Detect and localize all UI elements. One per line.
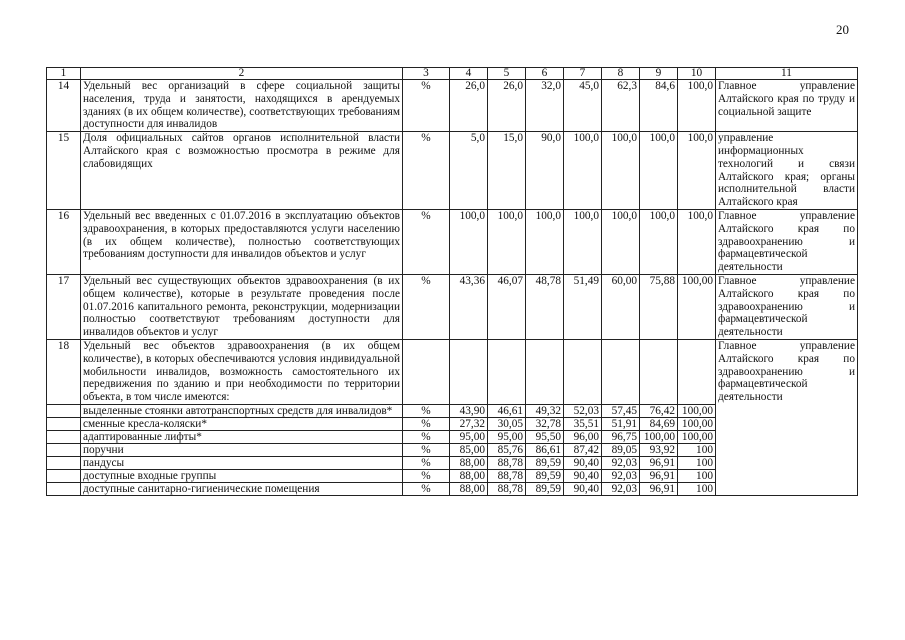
value-cell: 46,61 bbox=[488, 404, 526, 417]
row-number-empty bbox=[47, 417, 81, 430]
value-cell: 100,00 bbox=[678, 430, 716, 443]
indicators-table bbox=[46, 67, 858, 496]
value-cell: 35,51 bbox=[564, 417, 602, 430]
table-row bbox=[47, 339, 858, 404]
value-cell: 90,40 bbox=[564, 482, 602, 495]
unit: % bbox=[403, 209, 450, 274]
value-cell: 85,76 bbox=[488, 443, 526, 456]
value-cell: 100,00 bbox=[678, 274, 716, 339]
sub-indicator-name: поручни bbox=[81, 443, 403, 456]
value-cell: 62,3 bbox=[602, 80, 640, 132]
unit: % bbox=[403, 456, 450, 469]
value-cell: 100,00 bbox=[678, 404, 716, 417]
value-cell bbox=[526, 339, 564, 404]
row-number: 15 bbox=[47, 132, 81, 210]
sub-indicator-name: выделенные стоянки автотранспортных средств для инвалидов* bbox=[81, 404, 403, 417]
row-number-empty bbox=[47, 443, 81, 456]
unit: % bbox=[403, 417, 450, 430]
value-cell: 88,78 bbox=[488, 469, 526, 482]
sub-indicator-name: пандусы bbox=[81, 456, 403, 469]
value-cell: 26,0 bbox=[488, 80, 526, 132]
value-cell bbox=[640, 339, 678, 404]
value-cell: 88,78 bbox=[488, 482, 526, 495]
value-cell: 90,0 bbox=[526, 132, 564, 210]
value-cell: 96,91 bbox=[640, 482, 678, 495]
value-cell: 32,0 bbox=[526, 80, 564, 132]
page-number: 20 bbox=[836, 22, 849, 37]
column-header: 2 bbox=[81, 68, 403, 80]
value-cell: 46,07 bbox=[488, 274, 526, 339]
indicator-name: Удельный вес объектов здравоохранения (в их общем количестве), в которых обеспечиваются условия индивидуальной мобильности инвалидов, возможность самостоятельного их передвижения по зданию и при необходимости по территории объекта, в том числе имеются: bbox=[81, 339, 403, 404]
value-cell: 95,00 bbox=[488, 430, 526, 443]
column-header: 10 bbox=[678, 68, 716, 80]
value-cell: 76,42 bbox=[640, 404, 678, 417]
indicator-name: Удельный вес введенных с 01.07.2016 в эксплуатацию объектов здравоохранения, в которых предоставляются услуги населению (в их общем количестве), полностью соответствующих требованиям доступности для инвалидов объектов и услуг bbox=[81, 209, 403, 274]
column-header: 11 bbox=[716, 68, 858, 80]
sub-indicator-name: доступные санитарно-гигиенические помещения bbox=[81, 482, 403, 495]
responsible-body: управление информационных технологий и связи Алтайского края; органы исполнительной власти Алтайского края bbox=[716, 132, 858, 210]
value-cell: 100,00 bbox=[678, 417, 716, 430]
value-cell bbox=[450, 339, 488, 404]
responsible-body: Главное управление Алтайского края по здравоохранению и фармацевтической деятельности bbox=[716, 274, 858, 339]
value-cell: 100,0 bbox=[564, 209, 602, 274]
value-cell: 60,00 bbox=[602, 274, 640, 339]
row-number-empty bbox=[47, 469, 81, 482]
value-cell: 51,91 bbox=[602, 417, 640, 430]
value-cell: 100 bbox=[678, 482, 716, 495]
value-cell: 95,50 bbox=[526, 430, 564, 443]
value-cell: 100,0 bbox=[564, 132, 602, 210]
unit: % bbox=[403, 274, 450, 339]
value-cell: 92,03 bbox=[602, 456, 640, 469]
row-number-empty bbox=[47, 430, 81, 443]
value-cell: 100,0 bbox=[640, 132, 678, 210]
column-header: 9 bbox=[640, 68, 678, 80]
value-cell: 75,88 bbox=[640, 274, 678, 339]
value-cell: 93,92 bbox=[640, 443, 678, 456]
table-row bbox=[47, 274, 858, 339]
column-header: 8 bbox=[602, 68, 640, 80]
value-cell: 100,0 bbox=[678, 132, 716, 210]
column-header: 1 bbox=[47, 68, 81, 80]
value-cell: 100,0 bbox=[450, 209, 488, 274]
unit: % bbox=[403, 404, 450, 417]
value-cell: 84,69 bbox=[640, 417, 678, 430]
unit: % bbox=[403, 443, 450, 456]
value-cell: 26,0 bbox=[450, 80, 488, 132]
value-cell: 89,59 bbox=[526, 469, 564, 482]
value-cell: 15,0 bbox=[488, 132, 526, 210]
unit: % bbox=[403, 430, 450, 443]
value-cell: 100,0 bbox=[640, 209, 678, 274]
row-number: 17 bbox=[47, 274, 81, 339]
sub-indicator-name: адаптированные лифты* bbox=[81, 430, 403, 443]
value-cell: 51,49 bbox=[564, 274, 602, 339]
indicator-name: Удельный вес организаций в сфере социальной защиты населения, труда и занятости, находящихся в арендуемых зданиях (в их общем количестве), соответствующих требованиям доступности для инвалидов bbox=[81, 80, 403, 132]
value-cell: 100 bbox=[678, 456, 716, 469]
value-cell: 92,03 bbox=[602, 482, 640, 495]
value-cell: 89,59 bbox=[526, 456, 564, 469]
unit: % bbox=[403, 469, 450, 482]
value-cell bbox=[564, 339, 602, 404]
value-cell: 49,32 bbox=[526, 404, 564, 417]
value-cell: 43,36 bbox=[450, 274, 488, 339]
row-number: 14 bbox=[47, 80, 81, 132]
value-cell: 27,32 bbox=[450, 417, 488, 430]
sub-indicator-name: доступные входные группы bbox=[81, 469, 403, 482]
value-cell: 86,61 bbox=[526, 443, 564, 456]
header-row bbox=[47, 68, 858, 80]
column-header: 3 bbox=[403, 68, 450, 80]
value-cell: 45,0 bbox=[564, 80, 602, 132]
value-cell: 92,03 bbox=[602, 469, 640, 482]
value-cell: 100,0 bbox=[678, 80, 716, 132]
unit bbox=[403, 339, 450, 404]
unit: % bbox=[403, 80, 450, 132]
table-row bbox=[47, 209, 858, 274]
value-cell: 89,05 bbox=[602, 443, 640, 456]
value-cell: 96,91 bbox=[640, 456, 678, 469]
value-cell: 96,00 bbox=[564, 430, 602, 443]
value-cell: 85,00 bbox=[450, 443, 488, 456]
value-cell: 90,40 bbox=[564, 469, 602, 482]
value-cell: 96,75 bbox=[602, 430, 640, 443]
table-row bbox=[47, 80, 858, 132]
value-cell: 100,0 bbox=[602, 209, 640, 274]
value-cell: 88,00 bbox=[450, 456, 488, 469]
value-cell: 52,03 bbox=[564, 404, 602, 417]
value-cell: 100,0 bbox=[526, 209, 564, 274]
value-cell: 100,0 bbox=[678, 209, 716, 274]
column-header: 7 bbox=[564, 68, 602, 80]
row-number: 18 bbox=[47, 339, 81, 404]
indicator-name: Доля официальных сайтов органов исполнительной власти Алтайского края с возможностью просмотра в режиме для слабовидящих bbox=[81, 132, 403, 210]
column-header: 4 bbox=[450, 68, 488, 80]
value-cell: 32,78 bbox=[526, 417, 564, 430]
value-cell: 100 bbox=[678, 469, 716, 482]
value-cell: 100,00 bbox=[640, 430, 678, 443]
value-cell bbox=[488, 339, 526, 404]
value-cell bbox=[678, 339, 716, 404]
value-cell: 95,00 bbox=[450, 430, 488, 443]
value-cell: 48,78 bbox=[526, 274, 564, 339]
value-cell: 100 bbox=[678, 443, 716, 456]
table-row bbox=[47, 132, 858, 210]
row-number-empty bbox=[47, 456, 81, 469]
value-cell: 89,59 bbox=[526, 482, 564, 495]
unit: % bbox=[403, 132, 450, 210]
row-number: 16 bbox=[47, 209, 81, 274]
value-cell: 5,0 bbox=[450, 132, 488, 210]
row-number-empty bbox=[47, 404, 81, 417]
value-cell: 57,45 bbox=[602, 404, 640, 417]
value-cell: 87,42 bbox=[564, 443, 602, 456]
value-cell: 30,05 bbox=[488, 417, 526, 430]
column-header: 6 bbox=[526, 68, 564, 80]
value-cell: 96,91 bbox=[640, 469, 678, 482]
sub-indicator-name: сменные кресла-коляски* bbox=[81, 417, 403, 430]
value-cell: 90,40 bbox=[564, 456, 602, 469]
value-cell: 43,90 bbox=[450, 404, 488, 417]
unit: % bbox=[403, 482, 450, 495]
value-cell: 100,0 bbox=[488, 209, 526, 274]
row-number-empty bbox=[47, 482, 81, 495]
responsible-body: Главное управление Алтайского края по здравоохранению и фармацевтической деятельности bbox=[716, 339, 858, 495]
indicator-name: Удельный вес существующих объектов здравоохранения (в их общем количестве), которые в результате проведения после 01.07.2016 капитального ремонта, реконструкции, модернизации полностью соответствуют требованиям доступности для инвалидов объектов и услуг bbox=[81, 274, 403, 339]
value-cell: 100,0 bbox=[602, 132, 640, 210]
value-cell: 88,00 bbox=[450, 482, 488, 495]
value-cell: 88,00 bbox=[450, 469, 488, 482]
column-header: 5 bbox=[488, 68, 526, 80]
value-cell bbox=[602, 339, 640, 404]
value-cell: 88,78 bbox=[488, 456, 526, 469]
responsible-body: Главное управление Алтайского края по труду и социальной защите bbox=[716, 80, 858, 132]
value-cell: 84,6 bbox=[640, 80, 678, 132]
responsible-body: Главное управление Алтайского края по здравоохранению и фармацевтической деятельности bbox=[716, 209, 858, 274]
